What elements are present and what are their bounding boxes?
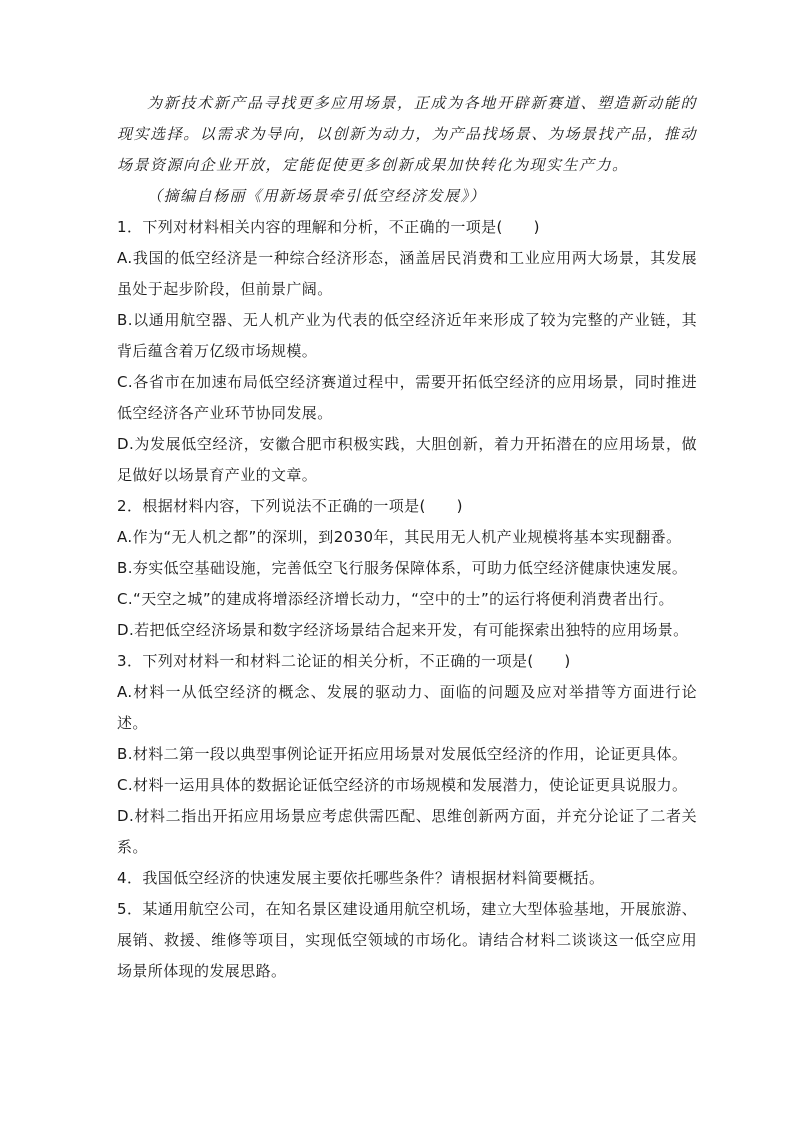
question-3 xyxy=(117,646,697,863)
question-stem: 1．下列对材料相关内容的理解和分析，不正确的一项是( ) xyxy=(117,218,540,236)
question-option-c: C.材料一运用具体的数据论证低空经济的市场规模和发展潜力，使论证更具说服力。 xyxy=(117,776,688,794)
question-option-a: A.作为“无人机之都”的深圳，到2030年，其民用无人机产业规模将基本实现翻番。 xyxy=(117,528,682,546)
question-stem: 2．根据材料内容，下列说法不正确的一项是( ) xyxy=(117,497,463,515)
question-2 xyxy=(117,491,697,646)
document-page xyxy=(117,88,697,987)
reading-passage xyxy=(117,88,697,212)
question-option-c: C.各省市在加速布局低空经济赛道过程中，需要开拓低空经济的应用场景，同时推进低空经济各产业环节协同发展。 xyxy=(117,373,697,422)
question-list xyxy=(117,212,697,987)
passage-source: （摘编自杨丽《用新场景牵引低空经济发展》） xyxy=(147,187,487,205)
question-stem: 3．下列对材料一和材料二论证的相关分析，不正确的一项是( ) xyxy=(117,652,571,670)
question-option-b: B.以通用航空器、无人机产业为代表的低空经济近年来形成了较为完整的产业链，其背后蕴含着万亿级市场规模。 xyxy=(117,311,697,360)
question-option-b: B.材料二第一段以典型事例论证开拓应用场景对发展低空经济的作用，论证更具体。 xyxy=(117,745,688,763)
question-option-d: D.材料二指出开拓应用场景应考虑供需匹配、思维创新两方面，并充分论证了二者关系。 xyxy=(117,807,697,856)
question-5 xyxy=(117,894,697,987)
question-option-c: C.“天空之城”的建成将增添经济增长动力，“空中的士”的运行将便利消费者出行。 xyxy=(117,590,674,608)
question-option-a: A.我国的低空经济是一种综合经济形态，涵盖居民消费和工业应用两大场景，其发展虽处于起步阶段，但前景广阔。 xyxy=(117,249,697,298)
question-option-a: A.材料一从低空经济的概念、发展的驱动力、面临的问题及应对举措等方面进行论述。 xyxy=(117,683,697,732)
passage-paragraph: 为新技术新产品寻找更多应用场景，正成为各地开辟新赛道、塑造新动能的现实选择。以需求为导向，以创新为动力，为产品找场景、为场景找产品，推动场景资源向企业开放，定能促使更多创新成果加快转化为现实生产力。 xyxy=(117,94,697,174)
question-1 xyxy=(117,212,697,491)
question-option-d: D.为发展低空经济，安徽合肥市积极实践，大胆创新，着力开拓潜在的应用场景，做足做好以场景育产业的文章。 xyxy=(117,435,697,484)
question-option-b: B.夯实低空基础设施，完善低空飞行服务保障体系，可助力低空经济健康快速发展。 xyxy=(117,559,688,577)
question-stem: 4．我国低空经济的快速发展主要依托哪些条件？请根据材料简要概括。 xyxy=(117,869,605,887)
question-stem: 5．某通用航空公司，在知名景区建设通用航空机场，建立大型体验基地，开展旅游、展销、救援、维修等项目，实现低空领域的市场化。请结合材料二谈谈这一低空应用场景所体现的发展思路。 xyxy=(117,900,697,980)
question-option-d: D.若把低空经济场景和数字经济场景结合起来开发，有可能探索出独特的应用场景。 xyxy=(117,621,689,639)
question-4 xyxy=(117,863,697,894)
